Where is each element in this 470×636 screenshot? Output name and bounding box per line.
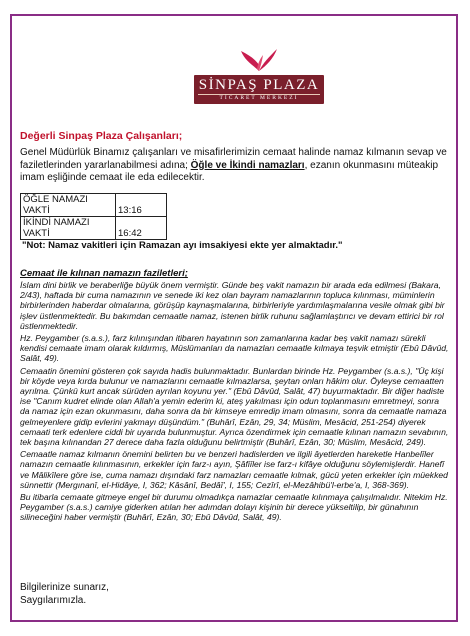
closing-line: Saygılarımızla. bbox=[20, 594, 87, 606]
table-row bbox=[21, 217, 167, 240]
closing bbox=[20, 582, 109, 607]
body-paragraph: İslam dini birlik ve beraberliğe büyük önem vermiştir. Günde beş vakit namazın bir arada eda edilmesi (Bakara, 2/43), haftada bir cuma namazının ve senede iki kez olan bayram namazlarının topluca kılınması, müminlerin birbirlerinden haberdar olmalarına, görüşüp kaynaşmalarına, birbirleriyle yardımlaşmalarına vesile olmak gibi bir işlev üstlenmektedir. Bu bakımdan cemaatle namaz, istenen birlik ruhunu sağlamlaştırıcı ve devam ettirici bir rol üstlenmektedir. bbox=[20, 280, 445, 331]
prayer-name: ÖĞLE NAMAZI VAKTİ bbox=[21, 194, 116, 217]
logo bbox=[194, 47, 324, 107]
body-paragraph: Bu itibarla cemaate gitmeye engel bir durumu olmadıkça namazlar cemaatle kılınmaya çalışılmalıdır. Nitekim Hz. Peygamber (s.a.s.) camiye giderken atılan her adımdan dolayı kişinin bir derece yükseltilip, bir günahının silineceğini haber vermiştir (Buhârî, Ezân, 30; Ebû Dâvûd, Salât, 49). bbox=[20, 492, 448, 523]
closing-line: Bilgilerinize sunarız, bbox=[20, 582, 109, 593]
intro-part-2: , ezanın okunmasını müteakip imam eşliğinde cemaat ile eda edilecektir. bbox=[20, 159, 439, 183]
logo-brand: SİNPAŞ PLAZA bbox=[198, 77, 320, 93]
prayer-time: 16:42 bbox=[116, 217, 167, 240]
intro-highlight: Öğle ve İkindi namazları bbox=[190, 159, 305, 171]
body-paragraph: Cemaatin önemini gösteren çok sayıda hadis bulunmaktadır. Bunlardan birinde Hz. Peygamber (s.a.s.), "Üç kişi bir köyde veya kırda bulunur ve namazlarını cemaatle kılmazlarsa, şeytan onları hâkim olur. Öyleyse cemaatten ayrılma. Çünkü kurt ancak sürüden ayrılan koyunu yer." (Ebû Dâvûd, Salât, 47) buyurmaktadır. Bir diğer hadiste ise "Canım kudret elinde olan Allah'a yemin ederim ki, ateş yakılması için odun toplanmasını emretmeyi, sonra da namaz için ezan okunmasını, daha sonra da bir kimseye emredip imam olmasını, sonra da cemaatle namaza gelmeyenlere gidip evlerini yakmayı düşündüm." (Buhârî, Ezân, 29, 34; Müslim, Mesâcid, 251-254) diyerek cemaati terk edenlere ciddi bir uyarıda bulunmuştur. Ayrıca özendirmek için cemaatle kılınan namazın sevabının, tek başına kılınandan 27 derece daha fazla olduğunu belirtmiştir (Buhârî, Ezân, 30; Müslim, Mesâcid, 249). bbox=[20, 365, 449, 448]
intro-paragraph bbox=[20, 147, 450, 185]
prayer-times-table bbox=[20, 193, 167, 240]
intro-part-1: Genel Müdürlük Binamız çalışanları ve misafirlerimizin cemaat halinde namaz kılmanın sevap ve faziletlerinden yararlanabilmesi adına; bbox=[20, 147, 447, 171]
table-row bbox=[21, 194, 167, 217]
section-title: Cemaat ile kılınan namazın faziletleri; bbox=[20, 268, 188, 279]
bird-icon bbox=[239, 47, 279, 73]
logo-subtitle: TİCARET MERKEZİ bbox=[198, 94, 320, 102]
note: "Not: Namaz vakitleri için Ramazan ayı imsakiyesi ekte yer almaktadır." bbox=[22, 240, 343, 251]
prayer-name: İKİNDİ NAMAZI VAKTİ bbox=[21, 217, 116, 240]
logo-plate bbox=[194, 75, 324, 104]
body-paragraph: Hz. Peygamber (s.a.s.), farz kılınışından itibaren hayatının son zamanlarına kadar beş vakit namazı sürekli kendisi cemaate imam olarak kıldırmış, Müslümanları da namazları cemaatle kılmaya teşvik etmiştir (Ebû Dâvûd, Salât, 49). bbox=[20, 333, 449, 364]
body-paragraph: Cemaatle namaz kılmanın önemini belirten bu ve benzeri hadislerden ve ilgili âyetlerden hareketle Hanbelîler namazın cemaatle kılınmasının, erkekler için farz-ı ayın, Şâfiîler ise farz-ı kifâye olduğunu söylemişlerdir. Hanefî ve Mâlikîlere göre ise, cuma namazı dışındaki farz namazları cemaatle kılmak, gücü yeten erkekler için müekked sünnettir (Mergınanî, el-Hidâye, I, 362; Kâsânî, Bedâî', I, 155; Cezîrî, el-Mezâhibü'l-erbe'a, I, 368-369). bbox=[20, 449, 448, 490]
prayer-time: 13:16 bbox=[116, 194, 167, 217]
body-text bbox=[20, 280, 450, 525]
greeting: Değerli Sinpaş Plaza Çalışanları; bbox=[20, 130, 183, 142]
